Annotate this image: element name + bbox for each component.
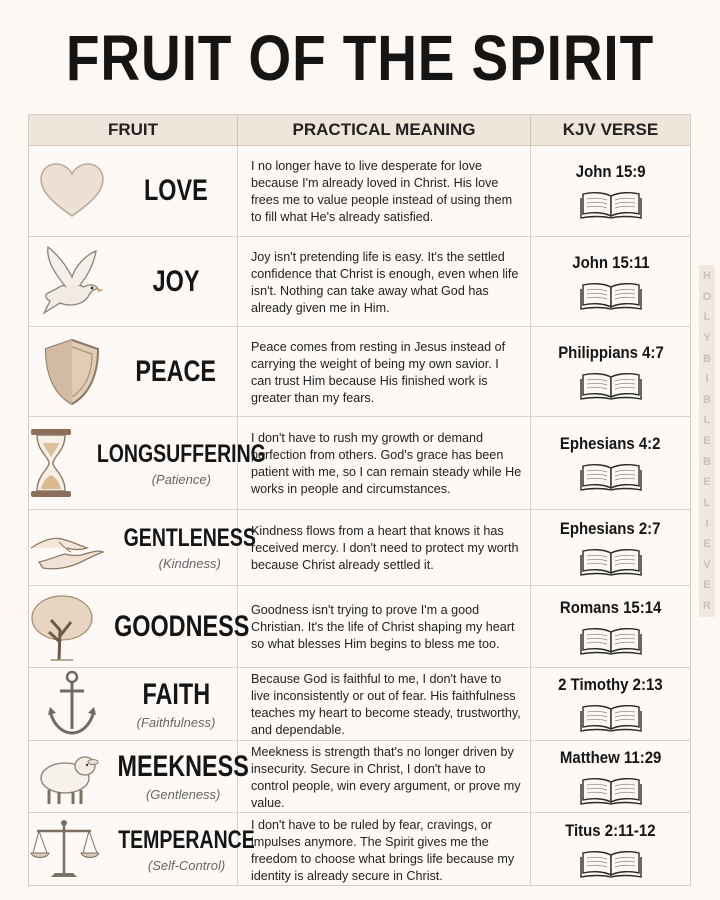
verse-reference: John 15:9	[575, 162, 646, 181]
table-header	[29, 115, 690, 146]
fruit-cell	[29, 146, 238, 236]
meaning-text: Because God is faithful to me, I don't have to live inconsistently or out of fear. His faithfulness teaches my heart to become steady, trustworthy, and dependable.	[251, 672, 521, 737]
watermark-letter: E	[703, 579, 711, 592]
open-book-icon	[579, 462, 643, 492]
table-row	[29, 586, 690, 668]
shield-icon	[29, 337, 115, 407]
verse-cell	[531, 510, 690, 585]
open-book-icon	[579, 547, 643, 577]
open-book-icon	[579, 371, 643, 401]
watermark-letter: Y	[703, 331, 711, 344]
verse-reference: John 15:11	[571, 252, 650, 272]
fruit-cell	[29, 668, 238, 740]
meaning-cell	[238, 813, 531, 886]
open-book-icon	[579, 190, 643, 220]
fruit-subtitle: (Self-Control)	[147, 858, 226, 873]
fruit-name: GOODNESS	[114, 609, 250, 643]
hands-icon	[29, 518, 105, 578]
fruit-table	[28, 114, 691, 886]
watermark-letter: R	[703, 600, 711, 612]
meaning-text: Kindness flows from a heart that knows it has received mercy. I don't need to protect my worth because Christ already settled it.	[251, 524, 519, 572]
meaning-text: I don't have to be ruled by fear, cravings, or impulses anymore. The Spirit gives me the freedom to choose what brings life because my identity is already secure in Christ.	[251, 817, 515, 883]
table-row	[29, 237, 690, 327]
meaning-cell	[238, 327, 531, 416]
verse-reference: Matthew 11:29	[559, 747, 662, 767]
meaning-text: Goodness isn't trying to prove I'm a good Christian. It's the life of Christ shaping my heart so what blesses Him begins to bless me too.	[251, 603, 515, 651]
watermark-letter: I	[705, 373, 709, 386]
fruit-name: TEMPERANCE	[118, 826, 255, 854]
meaning-cell	[238, 668, 531, 740]
fruit-label-block	[115, 266, 237, 298]
header-meaning: PRACTICAL MEANING	[238, 115, 531, 145]
meaning-cell	[238, 510, 531, 585]
fruit-label-block	[115, 175, 237, 207]
fruit-cell	[29, 327, 238, 416]
verse-cell	[531, 668, 690, 740]
fruit-name: PEACE	[135, 354, 217, 388]
header-fruit: FRUIT	[29, 115, 238, 145]
verse-cell	[531, 741, 690, 812]
verse-cell	[531, 417, 690, 509]
fruit-label-block	[115, 356, 237, 388]
verse-cell	[531, 586, 690, 667]
watermark-letter: L	[703, 414, 711, 427]
table-row	[29, 813, 690, 886]
table-row	[29, 741, 690, 813]
watermark-strip	[699, 265, 715, 617]
meaning-cell	[238, 146, 531, 236]
fruit-subtitle: (Kindness)	[158, 556, 221, 571]
meaning-text: Meekness is strength that's no longer driven by insecurity. Secure in Christ, I don't have to control people, win every argument, or prove my value.	[251, 744, 521, 810]
watermark-letter: E	[703, 476, 711, 489]
fruit-cell	[29, 813, 255, 886]
hourglass-icon	[29, 427, 73, 499]
table-row	[29, 417, 690, 510]
verse-cell	[531, 813, 690, 886]
verse-reference: Romans 15:14	[559, 597, 662, 617]
fruit-name: MEEKNESS	[117, 750, 249, 783]
watermark-letter: E	[703, 538, 711, 551]
watermark-letter: H	[703, 270, 711, 282]
meaning-cell	[238, 417, 531, 509]
verse-cell	[531, 237, 690, 326]
verse-reference: 2 Timothy 2:13	[558, 675, 663, 694]
table-row	[29, 327, 690, 417]
verse-cell	[531, 146, 690, 236]
watermark-letter: B	[703, 393, 711, 406]
fruit-subtitle: (Faithfulness)	[136, 714, 216, 730]
verse-cell	[531, 327, 690, 416]
open-book-icon	[579, 703, 643, 733]
meaning-text: Peace comes from resting in Jesus instead of carrying the weight of being my own savior. I can trust Him because His finished work is greater than my fears.	[251, 339, 506, 405]
fruit-cell	[29, 741, 249, 812]
watermark-letter: L	[703, 496, 711, 509]
fruit-cell	[29, 417, 266, 509]
watermark-letter: L	[703, 311, 711, 324]
meaning-cell	[238, 237, 531, 326]
watermark-letter: B	[703, 352, 711, 365]
meaning-text: I don't have to rush my growth or demand perfection from others. God's grace has been patient with me, so I can remain steady while He works in people and circumstances.	[251, 431, 522, 496]
meaning-cell	[238, 741, 531, 812]
table-body	[29, 146, 690, 886]
watermark-letter: B	[703, 455, 711, 468]
verse-reference: Titus 2:11-12	[565, 820, 656, 840]
fruit-name: LOVE	[144, 174, 208, 207]
verse-reference: Ephesians 4:2	[560, 434, 661, 453]
watermark-letter: E	[703, 435, 711, 447]
fruit-subtitle: (Gentleness)	[145, 787, 221, 802]
fruit-name: LONGSUFFERING	[96, 439, 266, 468]
fruit-cell	[29, 237, 238, 326]
tree-icon	[29, 592, 95, 662]
open-book-icon	[579, 776, 643, 806]
fruit-name: FAITH	[142, 677, 210, 711]
watermark-letter: V	[703, 558, 711, 571]
fruit-cell	[29, 586, 250, 667]
watermark-letter: I	[705, 517, 709, 530]
meaning-text: Joy isn't pretending life is easy. It's the settled confidence that Christ is enough, even when life isn't. Nothing can take away what God has already given me in Him.	[251, 249, 519, 315]
header-verse: KJV VERSE	[562, 120, 659, 139]
page-title: FRUIT OF THE SPIRIT	[65, 22, 655, 94]
open-book-icon	[579, 849, 643, 879]
fruit-name: JOY	[152, 264, 200, 298]
watermark-letter: O	[702, 290, 712, 303]
dove-icon	[29, 243, 115, 321]
open-book-icon	[579, 281, 643, 311]
verse-reference: Ephesians 2:7	[560, 518, 661, 538]
scales-icon	[29, 817, 99, 883]
table-row	[29, 510, 690, 586]
fruit-cell	[29, 510, 256, 585]
anchor-icon	[29, 669, 115, 739]
open-book-icon	[579, 626, 643, 656]
fruit-name: GENTLENESS	[123, 524, 256, 552]
meaning-text: I no longer have to live desperate for love because I'm already loved in Christ. His love frees me to value people instead of using them to fill what He's already satisfied.	[251, 159, 513, 224]
meaning-cell	[238, 586, 531, 667]
table-row	[29, 146, 690, 237]
fruit-subtitle: (Patience)	[151, 471, 211, 487]
fruit-label-block	[115, 679, 237, 730]
table-row	[29, 668, 690, 741]
lamb-icon	[29, 746, 99, 808]
heart-icon	[29, 162, 115, 220]
verse-reference: Philippians 4:7	[557, 342, 664, 362]
